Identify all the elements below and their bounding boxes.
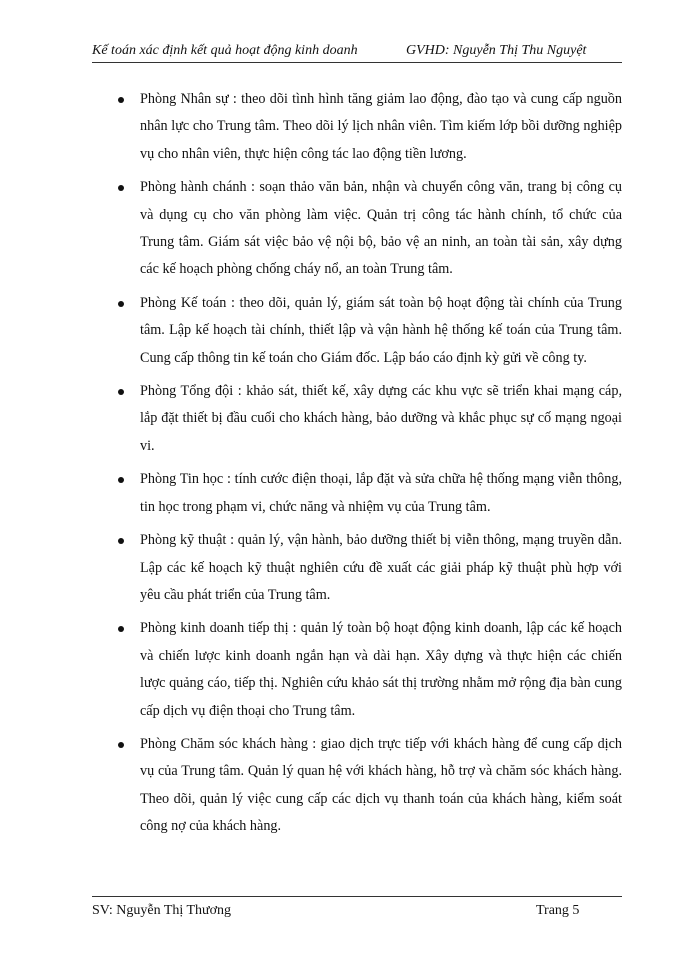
- list-item: [116, 731, 622, 841]
- bullet-icon: [118, 477, 124, 483]
- header-title: Kế toán xác định kết quả hoạt động kinh doanh: [92, 43, 358, 58]
- page-number: Trang 5: [536, 903, 580, 918]
- list-item-text: Phòng Tổng đội : khảo sát, thiết kế, xây dựng các khu vực sẽ triển khai mạng cáp, lắp đặt thiết bị đầu cuối cho khách hàng, bảo dưỡng và khắc phục sự cố mạng ngoại vi.: [140, 383, 622, 454]
- list-item-text: Phòng kinh doanh tiếp thị : quản lý toàn bộ hoạt động kinh doanh, lập các kế hoạch và chiến lược kinh doanh ngắn hạn và dài hạn. Xây dựng và thực hiện các chiến lược quảng cáo, tiếp thị. Nghiên cứu khảo sát thị trường nhằm mở rộng địa bàn cung cấp dịch vụ điện thoại cho Trung tâm.: [140, 620, 622, 719]
- list-item: [116, 466, 622, 521]
- list-item: [116, 86, 622, 168]
- header-supervisor: GVHD: Nguyễn Thị Thu Nguyệt: [406, 43, 587, 58]
- page-header: [92, 40, 622, 63]
- page-footer: [92, 896, 622, 927]
- footer-student: SV: Nguyễn Thị Thương: [92, 903, 232, 918]
- bullet-icon: [118, 97, 124, 103]
- bullet-icon: [118, 626, 124, 632]
- list-item-text: Phòng hành chánh : soạn thảo văn bản, nhận và chuyển công văn, trang bị công cụ và dụng cụ cho văn phòng làm việc. Quản trị công tác hành chính, tổ chức của Trung tâm. Giám sát việc bảo vệ nội bộ, bảo vệ an ninh, an toàn tài sản, xây dựng các kế hoạch phòng chống cháy nổ, an toàn Trung tâm.: [140, 179, 622, 278]
- bullet-icon: [118, 742, 124, 748]
- list-item-text: Phòng Nhân sự : theo dõi tình hình tăng giảm lao động, đào tạo và cung cấp nguồn nhân lực cho Trung tâm. Theo dõi lý lịch nhân viên. Tìm kiếm lớp bồi dưỡng nghiệp vụ cho nhân viên, thực hiện công tác lao động tiền lương.: [140, 91, 622, 162]
- bullet-list: [116, 86, 622, 847]
- list-item: [116, 378, 622, 460]
- list-item-text: Phòng kỹ thuật : quản lý, vận hành, bảo dưỡng thiết bị viễn thông, mạng truyền dẫn. Lập các kế hoạch kỹ thuật nghiên cứu đề xuất các giải pháp kỹ thuật phù hợp với yêu cầu phát triển của Trung tâm.: [140, 532, 622, 603]
- list-item-text: Phòng Kế toán : theo dõi, quản lý, giám sát toàn bộ hoạt động tài chính của Trung tâm. Lập kế hoạch tài chính, thiết lập và vận hành hệ thống kế toán của Trung tâm. Cung cấp thông tin kế toán cho Giám đốc. Lập báo cáo định kỳ gửi về công ty.: [140, 294, 622, 366]
- bullet-icon: [118, 538, 124, 544]
- list-item: [116, 290, 622, 372]
- list-item-text: Phòng Tin học : tính cước điện thoại, lắp đặt và sửa chữa hệ thống mạng viễn thông, tin học trong phạm vi, chức năng và nhiệm vụ của Trung tâm.: [140, 471, 622, 515]
- list-item: [116, 615, 622, 725]
- list-item: [116, 174, 622, 284]
- bullet-icon: [118, 301, 124, 307]
- list-item-text: Phòng Chăm sóc khách hàng : giao dịch trực tiếp với khách hàng để cung cấp dịch vụ của Trung tâm. Quản lý quan hệ với khách hàng, hỗ trợ và chăm sóc khách hàng. Theo dõi, quản lý việc cung cấp các dịch vụ thanh toán của khách hàng, kiểm soát công nợ của khách hàng.: [140, 735, 622, 835]
- bullet-icon: [118, 389, 124, 395]
- bullet-icon: [118, 185, 124, 191]
- list-item: [116, 527, 622, 609]
